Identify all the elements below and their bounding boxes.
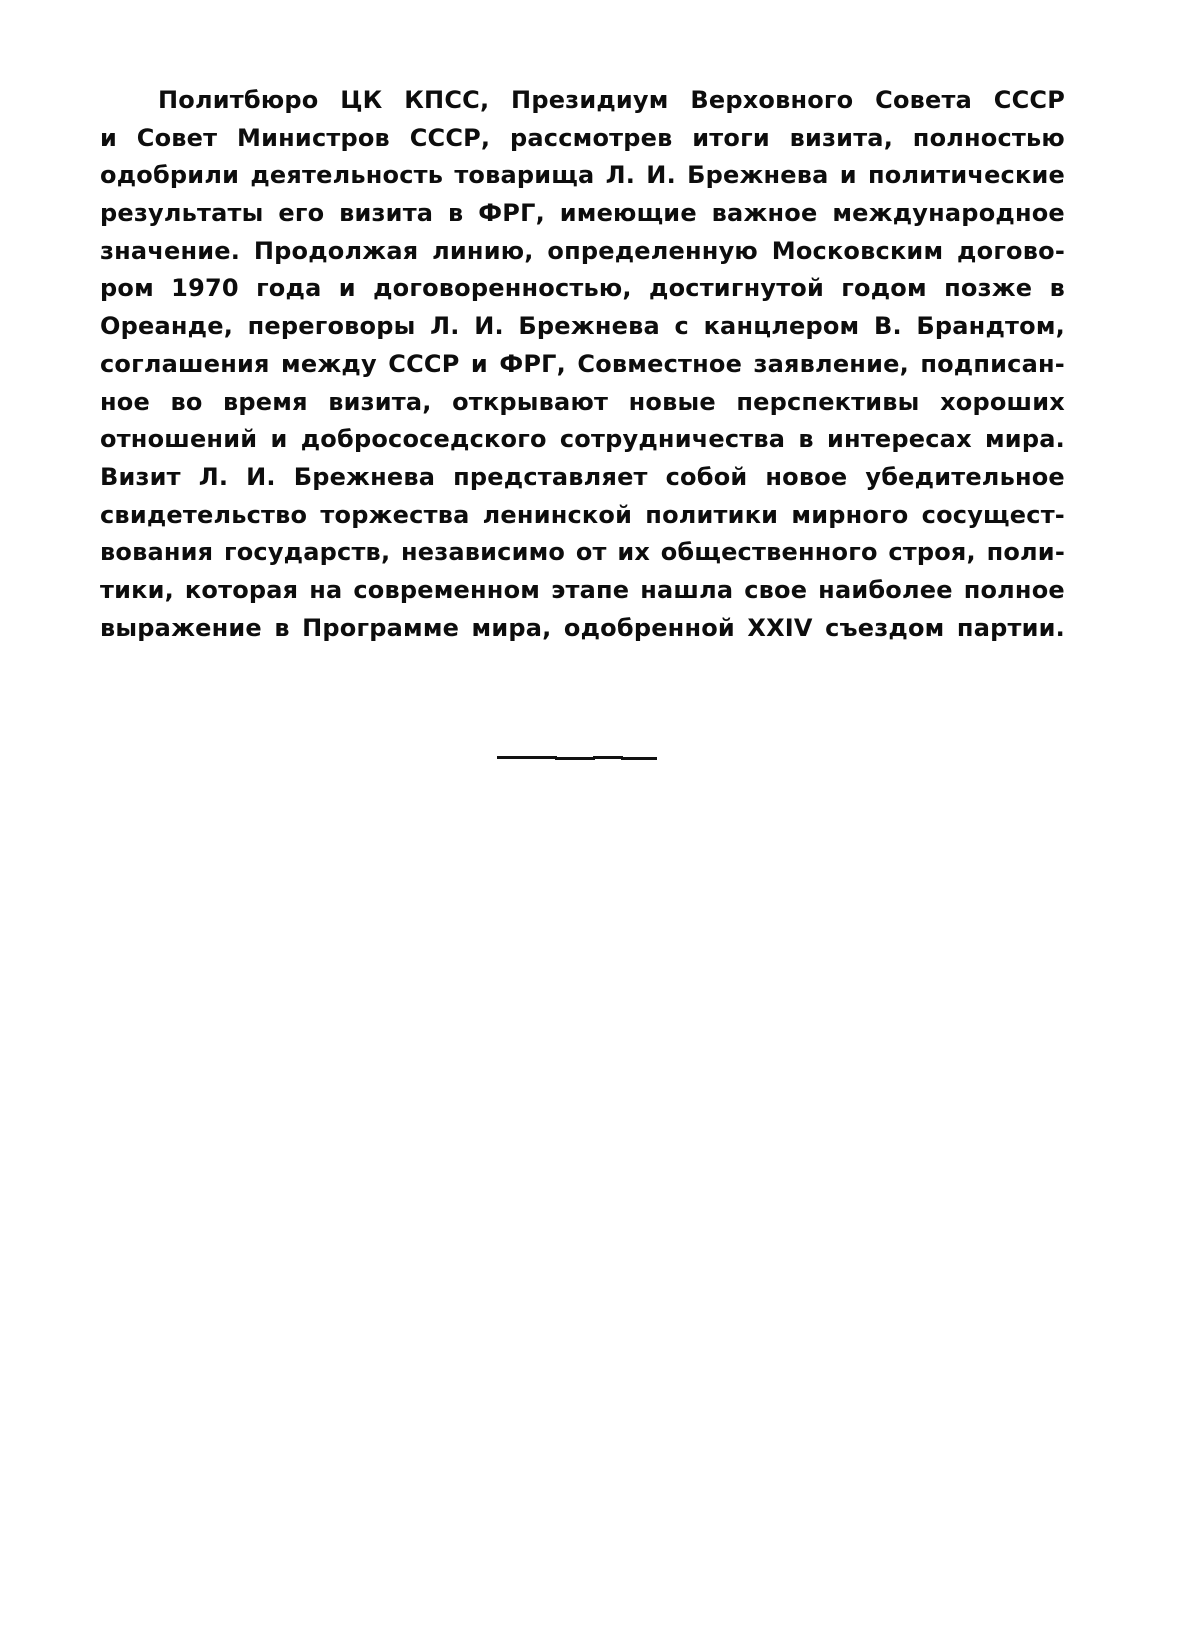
word: которая	[184, 575, 299, 604]
word: строя,	[888, 538, 976, 567]
word: международное	[832, 199, 1065, 228]
word: государств,	[223, 538, 391, 567]
word: Программе	[302, 613, 460, 642]
word: деятельность	[250, 161, 444, 190]
word: в	[1049, 274, 1065, 303]
word: канцлером	[703, 312, 860, 341]
word: визита,	[789, 123, 894, 152]
word: сосущест-	[921, 500, 1065, 529]
word: Московским	[771, 236, 944, 265]
word: товарища	[454, 161, 595, 190]
word: перспективы	[736, 387, 920, 416]
word: ное	[100, 387, 150, 416]
word: позже	[944, 274, 1033, 303]
paragraph-line	[100, 463, 1065, 501]
word: И.	[474, 312, 504, 341]
paragraph-line	[100, 576, 1065, 614]
word: ленинской	[482, 500, 633, 529]
word: торжества	[320, 500, 470, 529]
word: хороших	[940, 387, 1065, 416]
word: этапе	[551, 575, 630, 604]
word: поли-	[986, 538, 1065, 567]
word: годом	[841, 274, 927, 303]
word: переговоры	[247, 312, 416, 341]
word: выражение	[100, 613, 262, 642]
word: Политбюро	[158, 86, 319, 114]
word: Верховного	[690, 86, 854, 114]
word: на	[309, 575, 343, 604]
word: имеющие	[559, 199, 697, 228]
word: полное	[963, 575, 1065, 604]
word: убедительное	[865, 462, 1065, 491]
word: Совет	[136, 123, 218, 152]
word: одобренной	[563, 613, 735, 642]
word: СССР,	[409, 123, 491, 152]
word: между	[281, 349, 377, 378]
word: общественного	[660, 538, 878, 567]
word: и	[470, 349, 488, 378]
paragraph-line	[100, 312, 1065, 350]
word: собой	[665, 462, 748, 491]
paragraph-line	[100, 199, 1065, 237]
word: новое	[765, 462, 848, 491]
word: добрососедского	[300, 425, 547, 454]
section-divider	[497, 756, 657, 760]
word: СССР	[993, 86, 1065, 114]
word: отношений	[100, 425, 258, 454]
word: Брежнева	[293, 462, 436, 491]
word: мира.	[984, 425, 1065, 454]
word: полностью	[912, 123, 1065, 152]
word: заявление,	[753, 349, 909, 378]
word: съездом	[825, 613, 945, 642]
word: подписан-	[920, 349, 1065, 378]
word: Брежнева	[518, 312, 660, 341]
word: ФРГ,	[478, 199, 545, 228]
word: значение.	[100, 236, 241, 265]
word: визита,	[328, 387, 432, 416]
word: с	[674, 312, 689, 341]
word: линию,	[432, 236, 534, 265]
word: политические	[868, 161, 1065, 190]
word: политики	[645, 500, 779, 529]
word: свое	[744, 575, 808, 604]
word: представляет	[453, 462, 648, 491]
word: наиболее	[818, 575, 953, 604]
word: результаты	[100, 199, 264, 228]
word: ром	[100, 274, 154, 303]
word: в	[798, 425, 814, 454]
word: независимо	[400, 538, 566, 567]
word: И.	[246, 462, 276, 491]
word: Л.	[605, 161, 636, 190]
word: их	[617, 538, 651, 567]
word: Ореанде,	[100, 312, 234, 341]
word: Л.	[198, 462, 229, 491]
word: Брандтом,	[916, 312, 1065, 341]
word: Президиум	[511, 86, 669, 114]
word: КПСС,	[404, 86, 490, 114]
paragraph-line	[100, 388, 1065, 426]
paragraph-line	[100, 274, 1065, 312]
word: во	[170, 387, 203, 416]
word: В.	[873, 312, 902, 341]
paragraph-line	[100, 501, 1065, 539]
paragraph-line	[100, 237, 1065, 275]
word: рассмотрев	[510, 123, 673, 152]
paragraph-line	[100, 161, 1065, 199]
word: сотрудничества	[559, 425, 786, 454]
word: и	[338, 274, 356, 303]
word: от	[575, 538, 607, 567]
word: итоги	[692, 123, 770, 152]
word: в	[274, 613, 290, 642]
word: Визит	[100, 462, 181, 491]
paragraph-line	[100, 425, 1065, 463]
paragraph-line	[100, 350, 1065, 388]
word: и	[270, 425, 288, 454]
word: года	[256, 274, 322, 303]
word: тики,	[100, 575, 174, 604]
paragraph-line	[100, 614, 1065, 652]
body-paragraph	[100, 86, 1065, 651]
word: Л.	[430, 312, 460, 341]
word: Продолжая	[253, 236, 419, 265]
word: и	[100, 123, 118, 152]
word: партии.	[956, 613, 1065, 642]
word: мира,	[471, 613, 552, 642]
word: визита	[339, 199, 434, 228]
word: догово-	[957, 236, 1065, 265]
word: в	[448, 199, 464, 228]
word: время	[223, 387, 308, 416]
word: важное	[711, 199, 818, 228]
word: И.	[646, 161, 676, 190]
word: Министров	[237, 123, 390, 152]
paragraph-line	[100, 538, 1065, 576]
word: ФРГ,	[499, 349, 566, 378]
word: достигнутой	[649, 274, 825, 303]
paragraph-line	[100, 86, 1065, 124]
word: и	[839, 161, 857, 190]
word: новые	[628, 387, 716, 416]
word: ЦК	[340, 86, 383, 114]
word: определенную	[547, 236, 758, 265]
word: одобрили	[100, 161, 240, 190]
word: договоренностью,	[373, 274, 632, 303]
word: нашла	[640, 575, 734, 604]
word: соглашения	[100, 349, 270, 378]
word: XXIV	[747, 613, 813, 642]
word: открывают	[452, 387, 609, 416]
word: Совместное	[577, 349, 743, 378]
paragraph-line	[100, 124, 1065, 162]
word: мирного	[791, 500, 909, 529]
word: современном	[353, 575, 541, 604]
word: интересах	[827, 425, 972, 454]
word: Брежнева	[687, 161, 829, 190]
word: свидетельство	[100, 500, 308, 529]
word: СССР	[388, 349, 460, 378]
word: его	[278, 199, 325, 228]
word: 1970	[171, 274, 239, 303]
word: вования	[100, 538, 214, 567]
word: Совета	[875, 86, 972, 114]
